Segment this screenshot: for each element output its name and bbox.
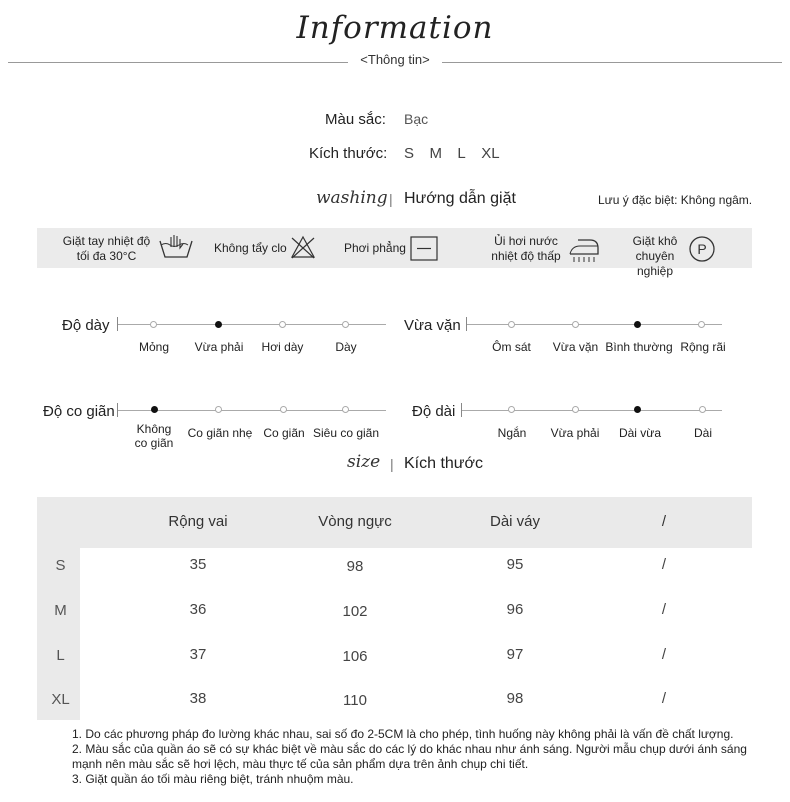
length-option-1: Vừa phải [550, 426, 600, 440]
stretch-dot-1 [215, 406, 222, 413]
care-dry-flat-text: Phơi phẳng [344, 241, 406, 255]
fit-dot-3 [698, 321, 705, 328]
care-dry-clean-line1: Giặt khô [632, 234, 678, 248]
table-header-length: Dài váy [489, 513, 541, 530]
thickness-option-0: Mỏng [138, 340, 170, 354]
size-script-label: size [347, 452, 381, 472]
length-dot-3 [699, 406, 706, 413]
fit-label: Vừa vặn [404, 317, 461, 334]
table-cell-m-length: 96 [506, 601, 524, 618]
page-subtitle: <Thông tin> [360, 52, 430, 67]
length-label: Độ dài [412, 403, 456, 420]
thickness-option-2: Hơi dày [261, 340, 304, 354]
care-no-bleach-text: Không tẩy clo [214, 241, 287, 255]
table-row-size-m: M [54, 602, 67, 619]
table-cell-m-shoulder: 36 [189, 601, 207, 618]
table-cell-xl-chest: 110 [343, 692, 367, 709]
table-cell-xl-length: 98 [506, 690, 524, 707]
table-cell-m-chest: 102 [342, 603, 368, 620]
thickness-label: Độ dày [62, 317, 110, 334]
table-cell-l-shoulder: 37 [189, 646, 207, 663]
size-option-s: S [404, 145, 415, 162]
size-option-xl: XL [481, 145, 500, 162]
table-header-chest: Vòng ngực [318, 513, 392, 530]
table-cell-s-length: 95 [506, 556, 524, 573]
table-cell-l-extra: / [661, 646, 667, 663]
table-header-extra: / [661, 513, 667, 530]
fit-option-1: Vừa vặn [552, 340, 599, 354]
length-dot-1 [572, 406, 579, 413]
page-title: Information [296, 10, 494, 46]
thickness-dot-3 [342, 321, 349, 328]
notes-block [72, 727, 762, 787]
table-cell-l-chest: 106 [342, 648, 368, 665]
stretch-option-1: Co giãn nhẹ [187, 426, 253, 440]
thickness-option-3: Dày [335, 340, 357, 354]
washing-note: Lưu ý đặc biệt: Không ngâm. [598, 193, 753, 207]
note-line-2: 2. Màu sắc của quần áo sẽ có sự khác biệt về màu sắc do các lý do khác nhau như ánh sáng. Người mẫu chụp dưới ánh sáng [72, 742, 747, 756]
size-option-l: L [457, 145, 466, 162]
thickness-option-1: Vừa phải [194, 340, 244, 354]
length-option-2: Dài vừa [618, 426, 662, 440]
care-hand-wash-line2: tối đa 30°C [76, 249, 137, 263]
table-row-size-l: L [56, 647, 65, 664]
fit-dot-1 [572, 321, 579, 328]
care-hand-wash-text [59, 234, 154, 264]
size-section-title: Kích thước [404, 455, 484, 472]
care-steam-iron-line2: nhiệt độ thấp [491, 249, 561, 263]
no-bleach-icon [290, 235, 316, 259]
washing-script-label: washing [316, 188, 388, 208]
size-separator: | [390, 456, 394, 472]
size-options [404, 145, 511, 163]
color-value: Bạc [404, 111, 429, 127]
length-line [462, 410, 722, 411]
length-option-0: Ngắn [497, 426, 527, 440]
table-cell-m-extra: / [661, 601, 667, 618]
table-cell-s-shoulder: 35 [189, 556, 207, 573]
table-cell-xl-extra: / [661, 690, 667, 707]
length-dot-0 [508, 406, 515, 413]
hand-wash-icon [157, 233, 195, 261]
fit-dot-0 [508, 321, 515, 328]
washing-title: Hướng dẫn giặt [404, 190, 516, 207]
dry-clean-p-icon [688, 235, 716, 263]
washing-separator: | [389, 191, 393, 207]
dry-flat-icon [410, 236, 438, 261]
table-cell-s-chest: 98 [346, 558, 364, 575]
care-steam-iron-line1: Ủi hơi nước [494, 234, 558, 248]
note-line-4: 3. Giặt quần áo tối màu riêng biệt, tránh nhuộm màu. [72, 772, 354, 786]
table-cell-l-length: 97 [506, 646, 524, 663]
table-cell-s-extra: / [661, 556, 667, 573]
stretch-option-0: Không co giãn [134, 422, 174, 450]
thickness-dot-2 [279, 321, 286, 328]
fit-line [467, 324, 722, 325]
fit-option-3: Rộng rãi [680, 340, 726, 354]
length-option-3: Dài [693, 426, 712, 440]
stretch-dot-2 [280, 406, 287, 413]
stretch-dot-3 [342, 406, 349, 413]
fit-dot-2 [634, 321, 641, 328]
stretch-option-2: Co giãn [263, 426, 305, 440]
table-row-size-xl: XL [51, 691, 70, 708]
fit-option-2: Bình thường [605, 340, 673, 354]
note-line-3: mạnh nên màu sắc sẽ hơi lệch, màu thực tế của sản phẩm dựa trên ảnh chụp chi tiết. [72, 757, 529, 771]
fit-option-0: Ôm sát [492, 340, 531, 354]
thickness-dot-0 [150, 321, 157, 328]
stretch-option-3: Siêu co giãn [312, 426, 380, 440]
care-dry-clean-line2: chuyên nghiệp [635, 249, 675, 278]
steam-iron-icon [566, 234, 602, 264]
color-label: Màu sắc: [325, 111, 386, 128]
stretch-label: Độ co giãn [43, 403, 115, 420]
size-label: Kích thước: [309, 145, 388, 162]
care-dry-clean-text [620, 234, 690, 279]
table-header-shoulder: Rộng vai [168, 513, 228, 530]
table-cell-xl-shoulder: 38 [189, 690, 207, 707]
table-row-size-s: S [55, 557, 66, 574]
stretch-dot-0 [151, 406, 158, 413]
length-dot-2 [634, 406, 641, 413]
care-hand-wash-line1: Giặt tay nhiệt độ [62, 234, 151, 248]
note-line-1: 1. Do các phương pháp đo lường khác nhau, sai số đo 2-5CM là cho phép, tình huống này không phải là vấn đề chất lượng. [72, 727, 734, 741]
thickness-dot-1 [215, 321, 222, 328]
dry-clean-letter: P [697, 241, 707, 257]
care-steam-iron-text [487, 234, 565, 264]
size-option-m: M [429, 145, 442, 162]
